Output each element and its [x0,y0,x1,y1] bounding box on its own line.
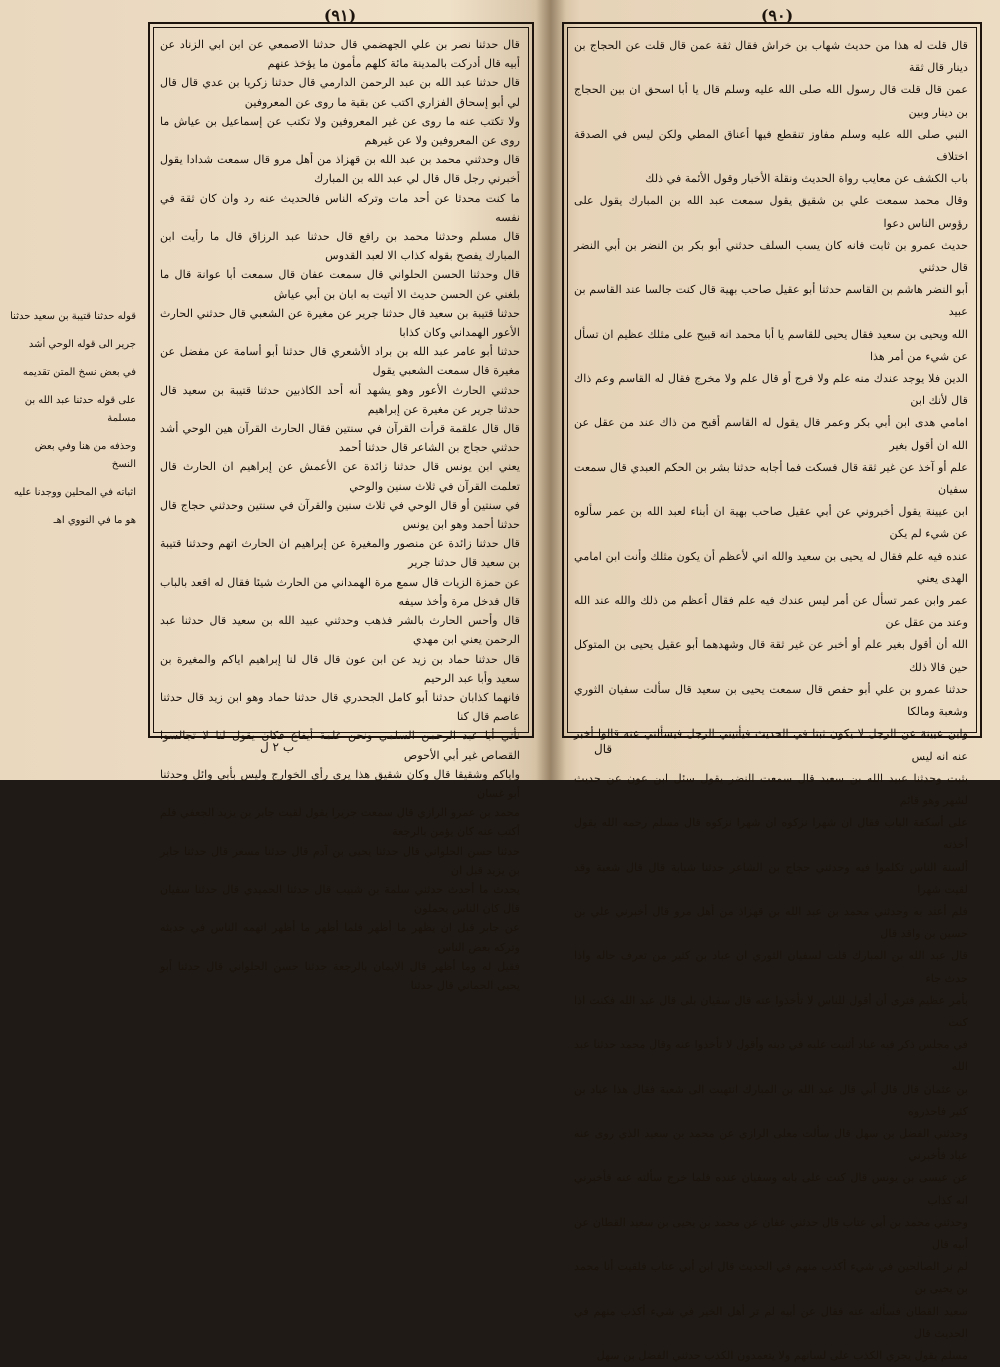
left-page-line: محمد بن عمرو الرازي قال سمعت جريرا يقول لقيت جابر بن يزيد الجعفي فلم أكتب عنه كان يؤمن بالرجعة [160,806,520,839]
left-page-line: قال حدثنا زائدة عن منصور والمغيرة عن إبراهيم ان الحارث اتهم وحدثنا قتيبة بن سعيد قال حدثنا جرير [160,537,520,570]
right-page-line: وابن عيينة عن الرجل لا يكون ثبتا في الحديث فيأتيني الرجل فيسألني عنه قالوا أخبر عنه انه ليس [574,727,968,763]
right-page-line: حديث عمرو بن ثابت فانه كان يسب السلف حدثني أبو بكر بن النضر بن أبي النضر قال حدثني [574,238,968,275]
right-page-line: لم نر الصالحين في شيء أكذب منهم في الحديث قال ابن أبي عتاب فلقيت أنا محمد بن يحيى بن [574,1260,968,1296]
right-page-line: عمر وابن عمر تسأل عن أمر ليس عندك فيه علم فقال أعظم من ذلك والله عند الله وعند من عقل عن [574,594,968,630]
right-page-line: وقال محمد سمعت علي بن شقيق يقول سمعت عبد الله بن المبارك يقول على رؤوس الناس دعوا [574,194,968,230]
margin-note-line: اثباته في المحلين ووجدنا عليه [13,487,136,498]
left-page-line: قال وحدثني محمد بن عبد الله بن قهزاذ من أهل مرو قال سمعت شدادا يقول أخبرني رجل قال قال لي عبد الله بن المبارك [160,153,520,186]
right-page-line: في مجلس ذكر فيه عباد أثنيت عليه في دينه وأقول لا تأخذوا عنه وقال محمد حدثنا عبد الله [574,1038,968,1074]
left-page-footer: ب ٢ ل [260,740,295,754]
right-page-line: النبي صلى الله عليه وسلم مفاوز تنقطع فيها أعناق المطي ولكن ليس في الصدقة اختلاف [574,127,968,164]
left-page-line: حدثنا قتيبة بن سعيد قال حدثنا جرير عن مغيرة عن الشعبي قال حدثني الحارث الأعور الهمداني وكان كذابا [160,306,520,340]
left-page-line: قال وحدثنا الحسن الحلواني قال سمعت عفان قال سمعت أبا عوانة قال ما بلغني عن الحسن حديث الا أتيت به ابان بن أبي عياش [160,268,520,301]
right-page-line: الله ويحيى بن سعيد فقال يحيى للقاسم يا أبا محمد انه قبيح على مثلك عظيم ان تسأل عن شيء من أمر هذا [574,327,968,363]
left-page-line: حدثنا أبو عامر عبد الله بن براد الأشعري قال حدثنا أبو أسامة عن مفضل عن مغيرة قال سمعت الشعبي يقول [160,345,520,378]
right-page-line: امامي هدى ابن أبي بكر وعمر قال يقول له القاسم أقبح من ذاك عند من عقل عن الله ان أقول بغير [574,416,968,452]
right-page-line: بأمر عظيم فترى أن أقول للناس لا تأخذوا عنه قال سفيان بلى قال عبد الله فكنت اذا كنت [574,993,968,1029]
left-page-line: قال وأحس الحارث بالشر فذهب وحدثني عبيد الله بن سعيد قال حدثنا عبد الرحمن يعني ابن مهدي [160,614,520,647]
left-page-line: قال حدثنا حماد بن زيد عن ابن عون قال قال لنا إبراهيم اياكم والمغيرة بن سعيد وأبا عبد الرحيم [160,652,520,685]
right-page-line: عن عيسى بن يونس قال كنت على بابه وسفيان عنده فلما خرج سألته عنه فأخبرني انه كذاب [574,1171,968,1207]
right-page-line: ألسنة الناس تكلموا فيه وحدثني حجاج بن الشاعر حدثنا شبابة قال قال شعبة وقد لقيت شهرا [574,860,968,896]
left-page-line: حدثنا حسن الحلواني قال حدثنا يحيى بن آدم قال حدثنا مسعر قال حدثنا جابر بن يزيد قبل ان [160,844,520,877]
right-page-line: على أسكفة الباب فقال ان شهرا نزكوه ان شهرا نزكوه قال مسلم رحمه الله يقول أخذته [574,816,968,852]
left-page-line: فانهما كذابان حدثنا أبو كامل الجحدري قال حدثنا حماد وهو ابن زيد قال حدثنا عاصم قال كنا [160,690,520,724]
right-page-line: بثبت وحدثنا عبيد الله بن سعيد قال سمعت النضر يقول سئل ابن عون عن حديث لشهر وهو قائم [574,771,968,807]
margin-note-line: على قوله حدثنا عبد الله بن مسلمة [24,395,136,424]
right-page-line: ابن عيينة يقول أخبروني عن أبي عقيل صاحب بهية ان أبناء لعبد الله بن عمر سألوه عن شيء لم يكن [574,505,968,541]
left-page-line: ولا تكتب عنه ما روى عن غير المعروفين ولا تكتب عن إسماعيل بن عياش ما روى عن المعروفين ولا عن غيرهم [160,114,520,148]
right-page-line: وحدثني الفضل بن سهل قال سألت معلى الرازي عن محمد بن سعيد الذي روى عنه عباد فأخبرني [574,1126,968,1163]
right-page-line: الله أن أقول بغير علم أو أخبر عن غير ثقة قال وشهدهما أبو عقيل يحيى بن المتوكل حين قالا ذلك [574,638,968,674]
left-page-line: في سنتين أو قال الوحي في ثلاث سنين والقرآن في سنتين وحدثني حجاج قال حدثنا أحمد وهو ابن يونس [160,498,520,532]
left-page-line: حدثني الحارث الأعور وهو يشهد أنه أحد الكاذبين حدثنا قتيبة بن سعيد قال حدثنا جرير عن مغيرة عن إبراهيم [160,383,520,416]
right-page-line: وحدثني محمد بن أبي عتاب قال حدثني عفان عن محمد بن يحيى بن سعيد القطان عن أبيه قال [574,1215,968,1251]
margin-note-line: قوله حدثنا قتيبة بن سعيد حدثنا [10,311,136,322]
right-page-line: أبو النضر هاشم بن القاسم حدثنا أبو عقيل صاحب بهية قال كنت جالسا عند القاسم بن عبيد [574,283,968,319]
left-page-line: قال قال علقمة قرأت القرآن في سنتين فقال الحارث القرآن هين الوحي أشد حدثني حجاج بن الشاعر قال حدثنا أحمد [160,422,520,455]
margin-note [8,298,136,540]
right-page-line: علم أو آخذ عن غير ثقة قال فسكت فما أجابه حدثنا بشر بن الحكم العبدي قال سمعت سفيان [574,460,968,497]
right-page-line: سعيد القطان فسألته عنه فقال عن أبيه لم تر أهل الخير في شيء أكذب منهم في الحديث قال [574,1304,968,1340]
margin-note-line: هو ما في النووي اهـ [53,515,136,526]
right-page [552,0,1000,1362]
left-page-line: عن حمزة الزيات قال سمع مرة الهمداني من الحارث شيئا فقال له اقعد بالباب قال فدخل مرة وأخذ سيفه [160,575,520,608]
left-page-line: نأتي أبا عبد الرحمن السلمي ونحن غلمة أيفاع فكان يقول لنا لا تجالسوا القصاص غير أبي الأحوص [160,729,520,762]
left-page-line: واياكم وشقيقا قال وكان شقيق هذا يرى رأي الخوارج وليس بأبي وائل وحدثنا أبو غسان [160,767,520,800]
margin-note-line: في بعض نسخ المتن تقديمه [22,367,136,378]
left-page-line: ما كنت محدثا عن أحد مات وتركه الناس فالحديث عنه رد وان كان ثقة في نفسه [160,191,520,224]
margin-note-line: وحذفه من هنا وفي بعض النسخ [34,441,136,470]
right-page-line: عمن قال قلت قال رسول الله صلى الله عليه وسلم قال يا أبا اسحق ان بين الحجاج بن دينار وبين [574,83,968,119]
right-page-line: عنده فيه علم فقال له يحيى بن سعيد والله اني لأعظم أن يكون مثلك وأنت ابن امامي الهدى يعني [574,549,968,585]
right-page-line: قال قلت له هذا من حديث شهاب بن خراش فقال ثقة عمن قال قلت عن الحجاج بن دينار قال ثقة [574,39,968,75]
left-page-number: (٩١) [323,6,357,25]
right-page-line: باب الكشف عن معايب رواة الحديث ونقلة الأخبار وقول الأئمة في ذلك [645,172,968,186]
right-page-footer: قال [594,742,613,756]
right-page-line: الدين فلا يوجد عندك منه علم ولا فرج أو قال علم ولا مخرج فقال له القاسم وعم ذاك قال لأنك ابن [574,372,968,408]
left-page-line: يعني ابن يونس قال حدثنا زائدة عن الأعمش عن إبراهيم ان الحارث قال تعلمت القرآن في ثلاث سنين والوحي [160,460,520,493]
margin-note-line: جرير الى قوله الوحي أشد [28,339,136,350]
right-page-number: (٩٠) [760,6,794,25]
right-page-line: مسلم يقول يجري الكذب على لسانهم ولا يتعمدون الكذب حدثني الفضل بن سهل [596,1348,968,1362]
left-page-line: قال مسلم وحدثنا محمد بن رافع قال حدثنا عبد الرزاق قال ما رأيت ابن المبارك يفصح بقوله كذاب الا لعبد القدوس [160,230,520,263]
left-page [0,0,550,992]
left-page-line: عن جابر قبل ان يظهر ما أظهر فلما أظهر ما أظهر اتهمه الناس في حديثه وتركه بعض الناس [160,921,520,954]
right-page-line: حدثنا عمرو بن علي أبو حفص قال سمعت يحيى بن سعيد قال سألت سفيان الثوري وشعبة ومالكا [574,682,968,719]
left-page-line: قال حدثنا نصر بن علي الجهضمي قال حدثنا الاصمعي عن ابن ابي الزناد عن أبيه قال أدركت بالمدينة مائة كلهم مأمون ما يؤخذ عنهم [160,38,520,71]
right-page-line: بن عثمان قال قال أبي قال عبد الله بن المبارك انتهيت الى شعبة فقال هذا عباد بن كثير فاحذروه [574,1082,968,1118]
left-page-line: يحدث ما أحدث حدثني سلمة بن شبيب قال حدثنا الحميدي قال حدثنا سفيان قال كان الناس يحملون [160,882,520,916]
right-page-line: قال عبد الله بن المبارك قلت لسفيان الثوري ان عباد بن كثير من تعرف حاله واذا حدث جاء [574,949,968,985]
left-page-line: قال حدثنا عبد الله بن عبد الرحمن الدارمي قال حدثنا زكريا بن عدي قال قال لي أبو إسحاق الفزاري اكتب عن بقية ما روى عن المعروفين [160,76,520,109]
right-page-body [574,35,968,1362]
right-page-line: فلم أعتد به وحدثني محمد بن عبد الله بن قهزاذ من أهل مرو قال أخبرني علي بن حسين بن واقد قال [574,904,968,941]
left-page-line: فقيل له وما أظهر قال الايمان بالرجعة حدثنا حسن الحلواني قال حدثنا أبو يحيى الحماني قال حدثنا [160,959,520,992]
